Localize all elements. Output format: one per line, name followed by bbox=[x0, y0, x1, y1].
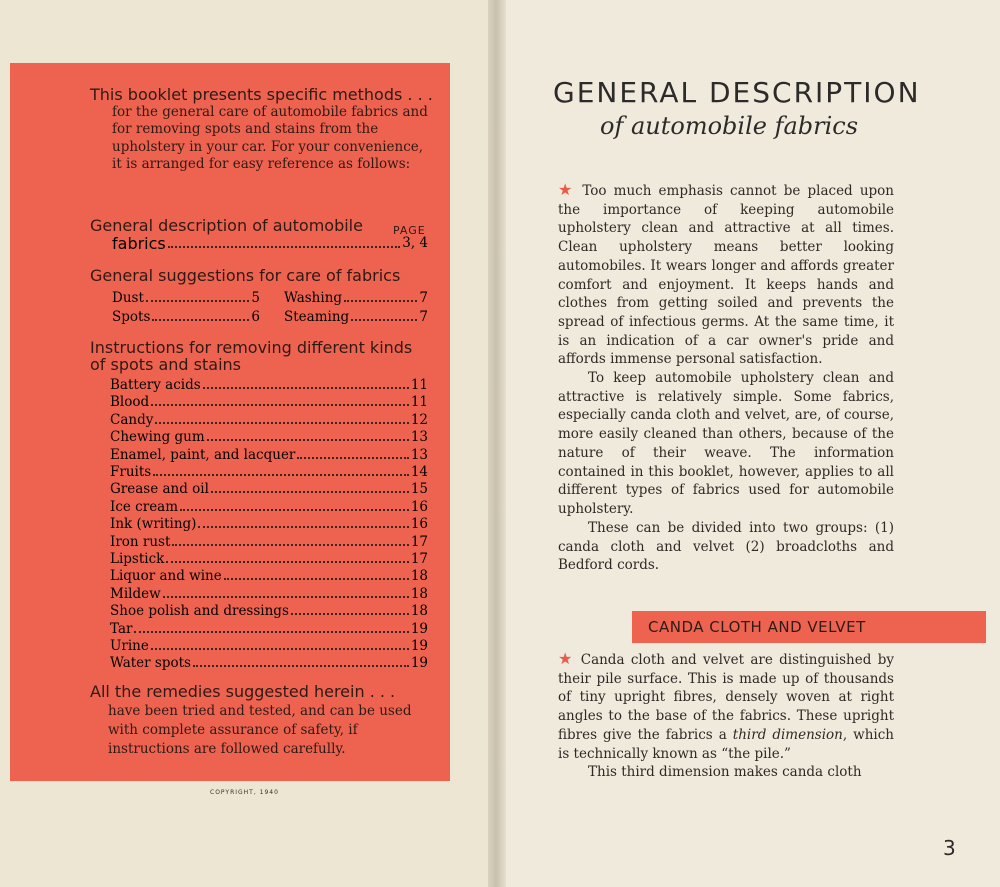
toc-entry-page: 19 bbox=[410, 655, 428, 672]
toc-entry[interactable] bbox=[284, 290, 428, 306]
leader-dots bbox=[224, 568, 409, 580]
leader-dots bbox=[166, 551, 408, 563]
toc-entry-label: Mildew bbox=[110, 585, 161, 602]
copyright-notice: COPYRIGHT, 1940 bbox=[210, 789, 279, 796]
toc-entry-page: 13 bbox=[410, 429, 428, 446]
paragraph-intro bbox=[558, 181, 894, 369]
toc-entry-label: Liquor and wine bbox=[110, 568, 222, 585]
toc-entry-page: 16 bbox=[410, 498, 428, 515]
toc-entry-label: Enamel, paint, and lacquer bbox=[110, 446, 296, 463]
star-icon: ★ bbox=[558, 180, 576, 199]
toc-entry-page: 5 bbox=[251, 290, 260, 306]
toc-entry[interactable] bbox=[284, 309, 428, 325]
toc-entry[interactable] bbox=[110, 412, 428, 428]
toc-entry-label: Chewing gum bbox=[110, 429, 205, 446]
leader-dots bbox=[163, 586, 409, 598]
leader-dots bbox=[151, 394, 409, 406]
leader-dots bbox=[297, 447, 408, 459]
paragraph-canda-em: third dimension bbox=[732, 726, 843, 743]
toc-entry-label: Tar bbox=[110, 620, 133, 637]
leader-dots bbox=[203, 377, 409, 389]
star-icon: ★ bbox=[558, 649, 575, 668]
toc-entry-label: Urine bbox=[110, 638, 149, 654]
leader-dots bbox=[153, 464, 409, 476]
toc-entry[interactable] bbox=[110, 499, 428, 515]
toc-entry[interactable] bbox=[112, 290, 260, 306]
paragraph-intro-text: Too much emphasis cannot be placed upon the importance of keeping automobile upholstery clean and attractive at all times. Clean upholstery means better looking automobiles. It wears longer and affords greater comfort and enjoyment. It keeps hands and clothes from getting soiled and prevents the spread of infectious germs. At the same time, it is an indication of a car owner's pride and affords immense personal satisfaction. bbox=[558, 183, 894, 368]
toc-entry-page: 17 bbox=[410, 533, 428, 550]
toc-entry-label: Shoe polish and dressings bbox=[110, 603, 289, 620]
toc-entry-page: 19 bbox=[410, 620, 428, 637]
toc-entry-label: Ink (writing) bbox=[110, 516, 197, 533]
toc-entry-label: Ice cream bbox=[110, 498, 179, 515]
toc-entry[interactable] bbox=[112, 309, 260, 325]
toc-entry-page: 11 bbox=[410, 377, 428, 393]
section3-title: Instructions for removing different kinds bbox=[90, 338, 413, 357]
paragraph-canda-text-a: Canda cloth and velvet are distinguished by their pile surface. This is made up of thousands of tiny upright fibres, densely woven at right angles to the base of the fabrics. These upright fibres give the fabrics a bbox=[558, 652, 894, 743]
leader-dots bbox=[180, 499, 409, 511]
toc-entry[interactable] bbox=[110, 516, 428, 532]
toc-entry[interactable] bbox=[110, 568, 428, 584]
page-subtitle: of automobile fabrics bbox=[600, 112, 859, 140]
toc-entry[interactable] bbox=[110, 534, 428, 550]
paragraph-simple: To keep automobile upholstery clean and attractive is relatively simple. Some fabrics, especially canda cloth and velvet, are, of course, more easily cleaned than others, because of the nature of their weave. The information contained in this booklet, however, applies to all different types of fabrics used for automobile upholstery. bbox=[558, 370, 894, 517]
leader-dots bbox=[211, 481, 409, 493]
toc-entry-label: Iron rust bbox=[110, 533, 171, 550]
toc-entry-page: 7 bbox=[419, 290, 428, 306]
toc-entry-label: Blood bbox=[110, 394, 150, 411]
toc-entry[interactable] bbox=[110, 394, 428, 410]
leader-dots bbox=[193, 655, 409, 667]
leader-dots bbox=[151, 638, 409, 650]
intro-lead: This booklet presents specific methods . . . bbox=[90, 85, 433, 104]
toc-entry-label: Battery acids bbox=[110, 377, 201, 393]
toc-entry-page: 7 bbox=[419, 309, 428, 325]
toc-entry-page: 15 bbox=[410, 481, 428, 498]
toc-entry[interactable] bbox=[110, 551, 428, 567]
leader-dots bbox=[155, 412, 408, 424]
leader-dots bbox=[146, 290, 250, 302]
toc-entry-page: 6 bbox=[251, 309, 260, 325]
toc-entry-page: 18 bbox=[410, 603, 428, 620]
toc-entry-page: 11 bbox=[410, 394, 428, 411]
toc-entry-label: fabrics bbox=[112, 234, 166, 253]
toc-entry-page: 18 bbox=[410, 585, 428, 602]
section3-title-cont: of spots and stains bbox=[90, 355, 242, 374]
leader-dots bbox=[198, 516, 408, 528]
toc-entry-label: Dust bbox=[112, 290, 144, 306]
leader-dots bbox=[172, 534, 408, 546]
toc-entry-label: Steaming bbox=[284, 309, 350, 325]
toc-entry-page: 18 bbox=[410, 568, 428, 585]
toc-entry[interactable] bbox=[110, 621, 428, 637]
toc-entry-label: Fruits bbox=[110, 464, 152, 480]
toc-entry-page: 13 bbox=[410, 446, 428, 463]
leader-dots bbox=[207, 429, 409, 441]
toc-entry-page: 14 bbox=[410, 464, 428, 480]
toc-entry[interactable] bbox=[110, 429, 428, 445]
leader-dots bbox=[152, 309, 249, 321]
remedies-lead: All the remedies suggested herein . . . bbox=[90, 682, 396, 701]
page-title: GENERAL DESCRIPTION bbox=[553, 76, 921, 109]
toc-entry[interactable] bbox=[110, 586, 428, 602]
toc-entry[interactable] bbox=[110, 481, 428, 497]
toc-entry-page: 16 bbox=[410, 516, 428, 533]
remedies-body: have been tried and tested, and can be used with complete assurance of safety, if instructions are followed carefully. bbox=[108, 703, 412, 757]
toc-entry-label: Grease and oil bbox=[110, 481, 209, 498]
toc-entry[interactable] bbox=[110, 638, 428, 654]
page-number: 3 bbox=[943, 836, 956, 860]
toc-entry[interactable] bbox=[110, 603, 428, 619]
paragraph-canda bbox=[558, 650, 894, 763]
toc-entry-label: Lipstick bbox=[110, 551, 165, 567]
paragraph-groups: These can be divided into two groups: (1) canda cloth and velvet (2) broadcloths and Bedford cords. bbox=[558, 520, 894, 574]
toc-entry-page: 17 bbox=[410, 551, 428, 567]
intro-body: for the general care of automobile fabrics and for removing spots and stains from the upholstery in your car. For your convenience, it is arranged for easy reference as follows: bbox=[112, 103, 428, 172]
leader-dots bbox=[168, 235, 400, 248]
section1-title: General description of automobile bbox=[90, 216, 363, 235]
toc-entry[interactable] bbox=[110, 655, 428, 671]
toc-entry[interactable] bbox=[110, 447, 428, 463]
intro-text bbox=[90, 86, 435, 174]
paragraph-third-dimension: This third dimension makes canda cloth bbox=[588, 764, 862, 780]
book-gutter bbox=[488, 0, 506, 887]
toc-entry-label: Washing bbox=[284, 290, 343, 306]
toc-entry-page: 12 bbox=[410, 411, 428, 428]
section2-title: General suggestions for care of fabrics bbox=[90, 266, 401, 285]
section-banner-label: CANDA CLOTH AND VELVET bbox=[648, 618, 866, 636]
toc-entry[interactable] bbox=[110, 464, 428, 480]
page-column-label: PAGE bbox=[393, 224, 426, 237]
section-banner bbox=[632, 611, 986, 643]
leader-dots bbox=[344, 290, 417, 302]
toc-entry[interactable] bbox=[110, 377, 428, 393]
toc-entry-label: Candy bbox=[110, 411, 154, 428]
toc-entry[interactable] bbox=[112, 235, 428, 252]
toc-entry-page: 3, 4 bbox=[402, 235, 428, 251]
remedies-note bbox=[90, 682, 435, 759]
toc-entry-label: Water spots bbox=[110, 655, 191, 672]
toc-entry-page: 19 bbox=[410, 638, 428, 654]
paragraph-canda-text-b: , which is technically known as “the pile.” bbox=[558, 726, 894, 762]
leader-dots bbox=[351, 309, 417, 321]
toc-entry-label: Spots bbox=[112, 309, 151, 325]
leader-dots bbox=[134, 621, 408, 633]
leader-dots bbox=[291, 603, 409, 615]
